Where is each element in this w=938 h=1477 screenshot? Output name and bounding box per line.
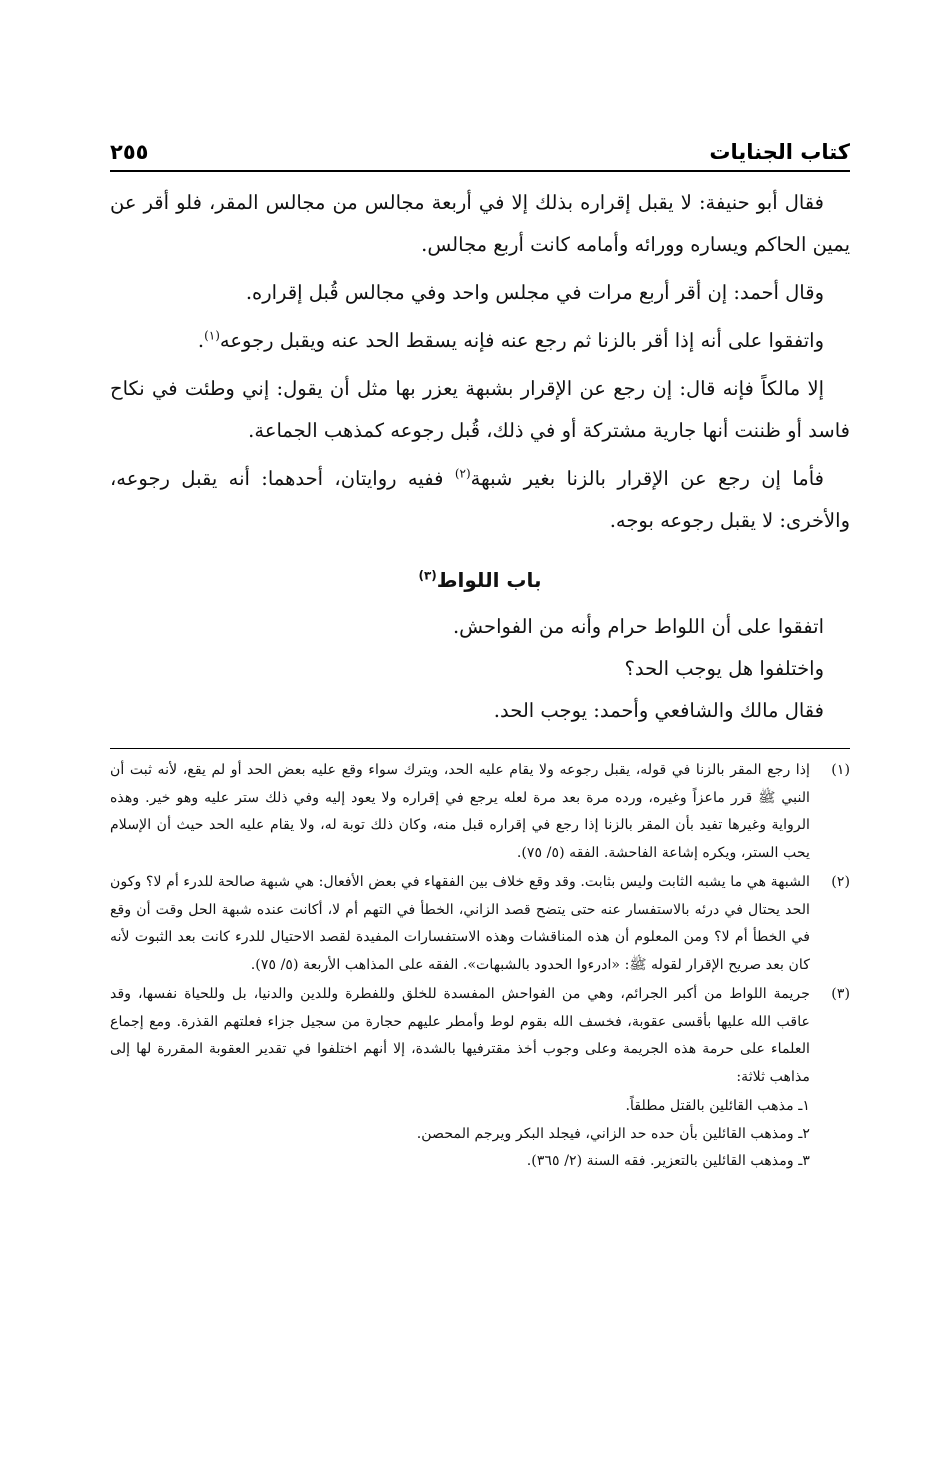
line-agreement: اتفقوا على أن اللواط حرام وأنه من الفواحش. — [452, 615, 824, 638]
footnote-number: (٢) — [831, 874, 850, 890]
footnote-1 — [110, 757, 850, 867]
paragraph-retraction-text-b: ففيه روايتان، أحدهما: أنه يقبل رجوعه، والأخرى: لا يقبل رجوعه بوجه. — [110, 467, 850, 532]
footnote-ref-1: (١) — [204, 328, 220, 343]
running-header — [110, 130, 850, 164]
footnote-3-item-1: ١ـ مذهب القائلين بالقتل مطلقاً. — [625, 1098, 810, 1114]
section-heading — [110, 560, 850, 600]
paragraph-ahmad: وقال أحمد: إن أقر أربع مرات في مجلس واحد وفي مجالس قُبل إقراره. — [245, 281, 824, 304]
section-heading-text: باب اللواط — [436, 568, 542, 592]
paragraph-malik: إلا مالكاً فإنه قال: إن رجع عن الإقرار بشبهة يعزر بها مثل أن يقول: إني وطئت في نكاح فاسد أو ظننت أنها جارية مشتركة أو في ذلك، قُبل رجوعه كمذهب الجماعة. — [110, 377, 850, 442]
main-text — [110, 182, 850, 732]
paragraph-agreement-end: . — [197, 329, 205, 352]
line-opinion: فقال مالك والشافعي وأحمد: يوجب الحد. — [493, 699, 824, 722]
footnote-2 — [110, 869, 850, 979]
paragraph-retraction-text-a: فأما إن رجع عن الإقرار بالزنا بغير شبهة — [470, 467, 824, 490]
footnote-ref-2: (٢) — [454, 466, 471, 481]
paragraph-agreement-text: واتفقوا على أنه إذا أقر بالزنا ثم رجع عنه فإنه يسقط الحد عنه ويقبل رجوعه — [219, 329, 824, 352]
book-page — [110, 130, 850, 1176]
header-rule — [110, 170, 850, 172]
page-number: ٢٥٥ — [110, 140, 149, 164]
footnote-ref-3: (٣) — [418, 568, 437, 583]
footnote-rule — [110, 748, 850, 749]
footnote-text: إذا رجع المقر بالزنا في قوله، يقبل رجوعه ولا يقام عليه الحد، ويترك سواء وقع عليه بعض الحد أو لم يقع، لأنه ثبت أن النبي ﷺ قرر ماعزاً وغيره، ورده مرة بعد مرة لعله يرجع في إقراره ولا يعود إليه وفي ذلك ستر عليه وهو خير. وهذه الرواية وغيرها تفيد بأن المقر بالزنا إذا رجع في إقراره قبل منه، وكان ذلك توبة له، ولا يقام عليه الحد حيث أن الإسلام يحب الستر، ويكره إشاعة الفاحشة. الفقه (٥/ ٧٥). — [110, 762, 810, 861]
paragraph-retraction — [110, 458, 850, 542]
footnote-text: الشبهة هي ما يشبه الثابت وليس بثابت. وقد وقع خلاف بين الفقهاء في بعض الأفعال: هي شبهة صالحة للدرء أم لا؟ وكون الحد يحتال في درئه بالاستفسار عنه حتى يتضح قصد الزاني، الخطأ في التهم أم لا، أكانت عنده شبهة الحل وقت أن وقع في الخطأ أم لا؟ ومن المعلوم أن هذه المناقشات وهذه الاستفسارات المفيدة لقصد الاحتيال للدرء كانت بعد الثبوت لأنه كان بعد صريح الإقرار لقوله ﷺ: «ادرءوا الحدود بالشبهات». الفقه على المذاهب الأربعة (٥/ ٧٥). — [110, 874, 810, 973]
chapter-title: كتاب الجنايات — [709, 140, 850, 164]
footnote-text: جريمة اللواط من أكبر الجرائم، وهي من الفواحش المفسدة للخلق وللفطرة وللدين والدنيا، بل وللحياة نفسها، وقد عاقب الله عليها بأقسى عقوبة، فخسف الله بقوم لوط وأمطر عليهم حجارة من سجيل جزاء فعلتهم القذرة. ومع إجماع العلماء على حرمة هذه الجريمة وعلى وجوب أخذ مقترفيها بالشدة، إلا أنهم اختلفوا في تقدير العقوبة المقررة لها إلى مذاهب ثلاثة: — [110, 986, 810, 1085]
paragraph-agreement — [110, 320, 850, 362]
footnotes — [110, 757, 850, 1176]
footnote-number: (٣) — [831, 986, 850, 1002]
footnote-3-item-2: ٢ـ ومذهب القائلين بأن حده حد الزاني، فيجلد البكر ويرجم المحصن. — [416, 1125, 810, 1142]
line-disagreement: واختلفوا هل يوجب الحد؟ — [624, 657, 824, 680]
footnote-3 — [110, 981, 850, 1091]
footnote-3-item-3: ٣ـ ومذهب القائلين بالتعزير. فقه السنة (٢/ ٣٦٥). — [526, 1153, 810, 1169]
paragraph-abu-hanifa: فقال أبو حنيفة: لا يقبل إقراره بذلك إلا في أربعة مجالس من مجالس المقر، فلو أقر عن يمين الحاكم ويساره وورائه وأمامه كانت أربع مجالس. — [110, 191, 850, 256]
footnote-number: (١) — [831, 762, 850, 778]
